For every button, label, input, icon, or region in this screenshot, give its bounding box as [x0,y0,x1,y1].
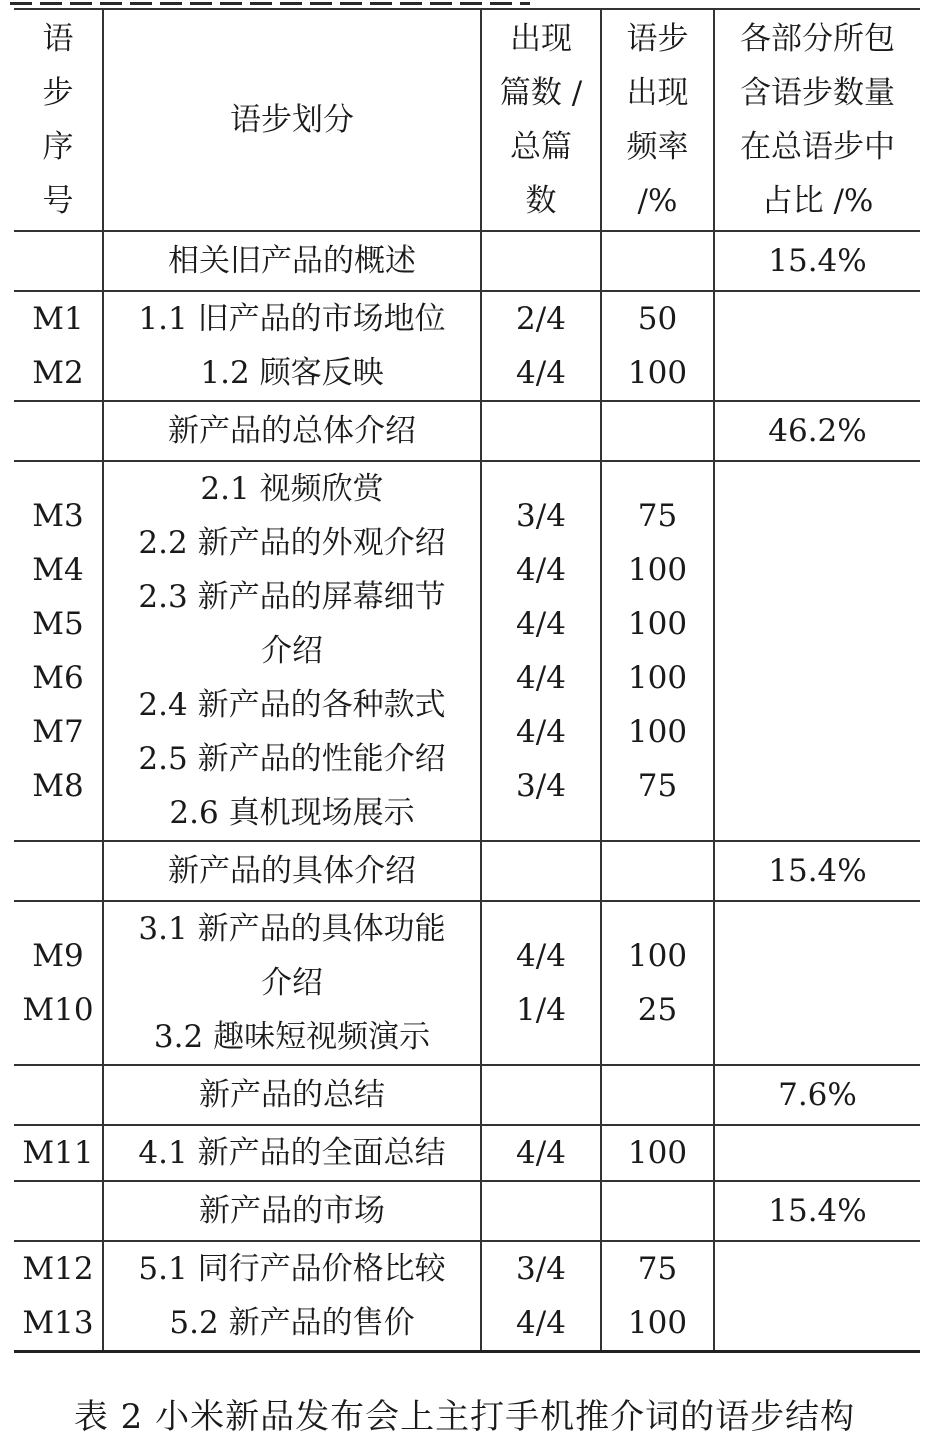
header-seq-line: 号 [42,183,74,219]
moves-row [14,1241,920,1352]
section-title: 新产品的具体介绍 [103,841,481,901]
move-name: 4.1 新产品的全面总结 [138,1135,446,1171]
moves-row [14,901,920,1065]
move-share-cell [714,1241,920,1352]
move-name: 3.2 趣味短视频演示 [153,1019,431,1055]
cropped-text-fragment [10,2,530,5]
move-count: 4/4 [516,606,566,642]
move-count: 3/4 [516,768,566,804]
table-caption: 表 2 小米新品发布会上主打手机推介词的语步结构 [73,1397,856,1437]
section-seq-cell [14,841,103,901]
section-count-cell [481,401,601,461]
header-count [481,9,601,231]
section-title: 新产品的市场 [103,1181,481,1241]
moves-row [14,1125,920,1181]
move-id: M2 [32,355,84,391]
move-names-cell [103,901,481,1065]
section-count-cell [481,1065,601,1125]
move-name: 2.2 新产品的外观介绍 [138,525,446,561]
header-division: 语步划分 [103,9,481,231]
move-count: 4/4 [516,1135,566,1171]
move-ids-cell [14,1241,103,1352]
move-frequency: 75 [637,768,678,804]
move-counts-cell [481,901,601,1065]
move-counts-cell [481,461,601,841]
move-names-cell [103,461,481,841]
header-row [14,9,920,231]
move-name: 3.1 新产品的具体功能 [138,911,446,947]
moves-row [14,291,920,401]
section-share: 15.4% [714,841,920,901]
header-share-line: 占比 /% [761,183,874,219]
move-id: M10 [22,992,94,1028]
move-name: 2.6 真机现场展示 [169,795,415,831]
header-seq-line: 语 [42,21,74,57]
section-seq-cell [14,1065,103,1125]
move-id: M9 [32,938,84,974]
move-name: 介绍 [261,633,323,669]
move-name: 2.3 新产品的屏幕细节 [138,579,446,615]
move-counts-cell [481,1125,601,1181]
header-frequency-line: 语步 [626,21,689,57]
move-freqs-cell [601,291,714,401]
move-name: 2.1 视频欣赏 [200,471,384,507]
header-count-line: 出现 [510,21,572,57]
move-name: 5.2 新产品的售价 [169,1305,415,1341]
move-count: 3/4 [516,498,566,534]
section-title: 新产品的总体介绍 [103,401,481,461]
move-frequency: 50 [637,301,678,337]
move-names-cell [103,1125,481,1181]
move-structure-table [14,8,920,1353]
move-share-cell [714,1125,920,1181]
section-count-cell [481,231,601,291]
move-frequency: 100 [627,355,688,391]
section-seq-cell [14,231,103,291]
header-count-line: 数 [525,183,557,219]
section-seq-cell [14,401,103,461]
move-count: 4/4 [516,714,566,750]
move-id: M11 [22,1135,94,1171]
move-count: 4/4 [516,938,566,974]
header-share [714,9,920,231]
section-count-cell [481,1181,601,1241]
section-row [14,231,920,291]
move-name: 1.2 顾客反映 [200,355,384,391]
move-count: 4/4 [516,1305,566,1341]
header-frequency [601,9,714,231]
move-freqs-cell [601,1241,714,1352]
move-frequency: 100 [627,606,688,642]
section-count-cell [481,841,601,901]
move-ids-cell [14,291,103,401]
move-name: 2.5 新产品的性能介绍 [138,741,446,777]
move-freqs-cell [601,1125,714,1181]
move-frequency: 75 [637,1251,678,1287]
section-freq-cell [601,231,714,291]
section-title: 新产品的总结 [103,1065,481,1125]
section-seq-cell [14,1181,103,1241]
section-share: 15.4% [714,231,920,291]
move-count: 4/4 [516,660,566,696]
header-frequency-line: /% [637,183,678,219]
section-share: 46.2% [714,401,920,461]
header-count-line: 篇数 / [499,75,583,111]
move-count: 4/4 [516,355,566,391]
move-count: 4/4 [516,552,566,588]
section-freq-cell [601,1065,714,1125]
move-counts-cell [481,291,601,401]
header-seq-line: 序 [42,129,74,165]
moves-row [14,461,920,841]
move-id: M1 [32,301,84,337]
move-id: M13 [22,1305,94,1341]
section-freq-cell [601,841,714,901]
move-id: M6 [32,660,84,696]
section-row [14,401,920,461]
header-share-line: 在总语步中 [740,129,895,165]
move-frequency: 100 [627,938,688,974]
move-id: M4 [32,552,84,588]
move-share-cell [714,461,920,841]
move-count: 3/4 [516,1251,566,1287]
header-seq [14,9,103,231]
move-frequency: 25 [637,992,678,1028]
section-row [14,1181,920,1241]
section-row [14,841,920,901]
move-frequency: 100 [627,1305,688,1341]
header-seq-line: 步 [42,75,74,111]
move-share-cell [714,901,920,1065]
section-freq-cell [601,1181,714,1241]
move-id: M12 [22,1251,94,1287]
move-name: 介绍 [261,965,323,1001]
move-id: M3 [32,498,84,534]
move-count: 1/4 [516,992,566,1028]
move-frequency: 100 [627,714,688,750]
move-names-cell [103,1241,481,1352]
move-ids-cell [14,461,103,841]
header-share-line: 含语步数量 [740,75,895,111]
move-ids-cell [14,901,103,1065]
section-share: 7.6% [714,1065,920,1125]
section-freq-cell [601,401,714,461]
move-frequency: 100 [627,660,688,696]
move-id: M7 [32,714,84,750]
move-freqs-cell [601,901,714,1065]
section-row [14,1065,920,1125]
move-ids-cell [14,1125,103,1181]
move-count: 2/4 [516,301,566,337]
move-name: 1.1 旧产品的市场地位 [138,301,446,337]
move-id: M8 [32,768,84,804]
section-share: 15.4% [714,1181,920,1241]
header-frequency-line: 出现 [626,75,689,111]
header-frequency-line: 频率 [626,129,689,165]
header-count-line: 总篇 [510,129,572,165]
move-name: 5.1 同行产品价格比较 [138,1251,446,1287]
header-share-line: 各部分所包 [740,21,895,57]
move-counts-cell [481,1241,601,1352]
move-frequency: 100 [627,552,688,588]
move-name: 2.4 新产品的各种款式 [138,687,446,723]
move-freqs-cell [601,461,714,841]
move-frequency: 75 [637,498,678,534]
move-share-cell [714,291,920,401]
move-names-cell [103,291,481,401]
section-title: 相关旧产品的概述 [103,231,481,291]
move-frequency: 100 [627,1135,688,1171]
move-id: M5 [32,606,84,642]
cropped-text-strip [0,0,929,8]
